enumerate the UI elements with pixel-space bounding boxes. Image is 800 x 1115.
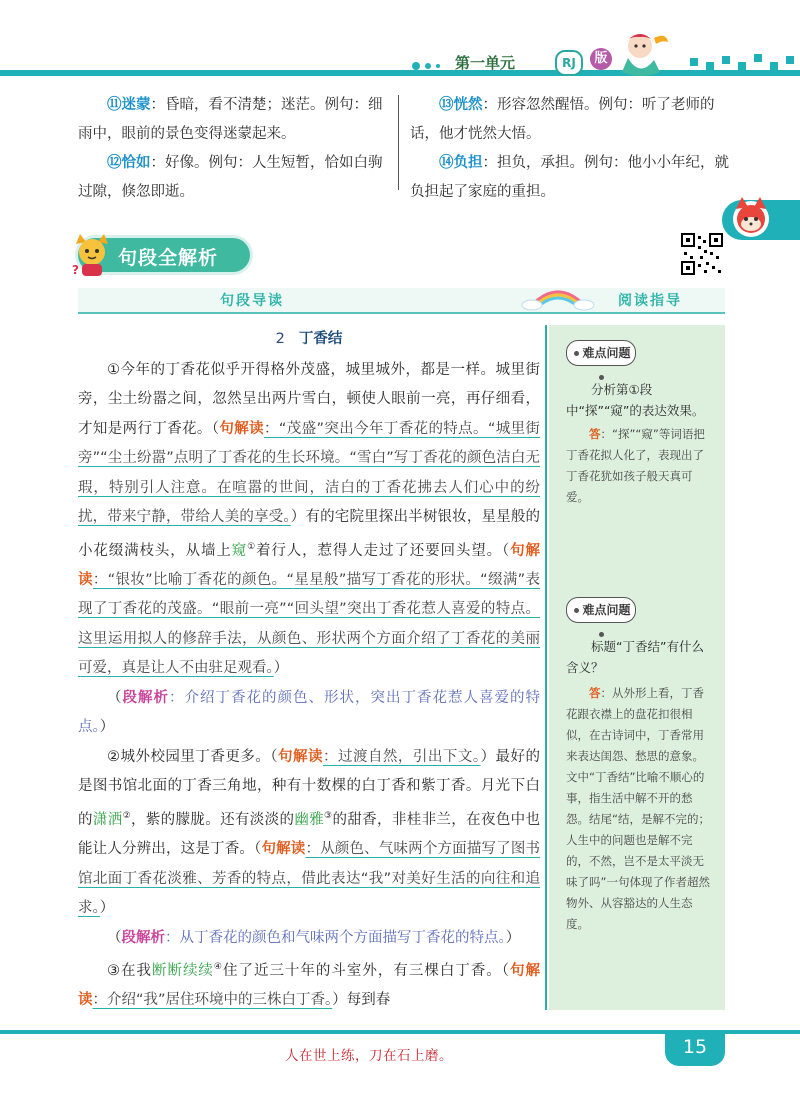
vocab-entry [410, 149, 730, 207]
text-run: ，紫的朦胧。还有淡淡的 [130, 811, 295, 828]
footnote-marker: ④ [213, 962, 223, 973]
paragraph-annotation-tag: 段解析 [121, 929, 165, 946]
answer-label: 答 [589, 686, 601, 700]
vocab-number: ⑭ [439, 155, 454, 171]
fox-mascot-icon [728, 195, 774, 241]
paragraph-annotation-tag: 段解析 [122, 689, 169, 706]
vocab-word: 负担 [453, 155, 483, 171]
question-text: 标题“丁香结”有什么含义？ [566, 639, 704, 675]
checker-pattern-decoration [670, 52, 800, 80]
text-run: ） [273, 660, 289, 677]
vocab-left-column [78, 91, 383, 207]
text-run: ①今年的丁香花似乎开得格外茂盛，城里城外，都是一样。城里街旁，尘土纷嚣之间，忽然呈出两片雪白，顿使人眼前一亮，再仔细看，才知是两行丁香花。（ [78, 361, 540, 437]
edition-rj-badge: RJ [555, 50, 583, 76]
vocab-word: 恍然 [453, 97, 483, 113]
text-run: ）每到春 [332, 992, 391, 1009]
sentence-annotation-tag: 句解读 [261, 841, 306, 858]
answer-text: ：从外形上看，丁香花跟衣襟上的盘花扣很相似，在古诗词中，丁香常用来表达闺怨、愁思的意象。文中“丁香结”比喻不顺心的事，指生活中解不开的愁怨。结尾“结，是解不完的；人生中的问题也是解不完的，不然，岂不是太平淡无味了吗”一句体现了作者超然物外、从容豁达的人生态度。 [566, 686, 710, 931]
glossed-word: 窥 [231, 542, 248, 559]
text-run: 的甜香，非桂非兰，在夜色中也能让人分辨出，这是丁香。（ [78, 811, 541, 858]
section-title: 句段全解析 [118, 247, 219, 269]
paragraph-1 [78, 356, 540, 684]
vocab-definition: ：形容忽然醒悟。例句：听了老师的话，他才恍然大悟。 [410, 97, 715, 142]
sentence-annotation-tag: 句解读 [78, 542, 541, 588]
difficulty-badge [566, 340, 636, 366]
text-run: ）最好的是图书馆北面的丁香三角地，种有十数棵的白丁香和紫丁香。月光下白的 [78, 748, 541, 828]
text-run: ③在我 [107, 962, 152, 979]
text-run: ） [99, 719, 115, 736]
answer-1 [566, 424, 714, 508]
paragraph-analysis-2 [78, 924, 540, 954]
article-title-text: 丁香结 [298, 331, 343, 347]
sentence-annotation: ：“银妆”比喻丁香花的颜色。“星星般”描写丁香花的形状。“缀满”表现了丁香花的茂盛。“眼前一亮”“回头望”突出丁香花惹人喜爱的特点。这里运用拟人的修辞手法，从颜色、形状两个方面介绍了丁香花的美丽可爱，真是让人不由驻足观看。 [78, 571, 541, 677]
edition-ban-badge: 版 [590, 48, 612, 70]
sentence-annotation: ：“茂盛”突出今年丁香花的特点。“城里街旁”“尘土纷嚣”点明了丁香花的生长环境。“雪白”写丁香花的颜色洁白无瑕，特别引人注意。在喧嚣的世间，洁白的丁香花拂去人们心中的纷扰，带来宁静，带给人美的享受。 [78, 420, 541, 525]
vocab-word: 恰如 [121, 155, 151, 171]
footer-motto: 人在世上练，刀在石上磨。 [285, 1048, 453, 1064]
paragraph-annotation: ：介绍丁香花的颜色、形状，突出丁香花惹人喜爱的特点。 [78, 689, 540, 736]
rainbow-cloud-icon [518, 283, 598, 311]
footnote-marker: ② [122, 810, 131, 821]
vocab-right-column [410, 91, 730, 207]
vocab-number: ⑫ [107, 155, 122, 171]
vocab-word: 迷蒙 [121, 97, 151, 113]
text-run: ②城外校园里丁香更多。（ [107, 748, 279, 765]
sentence-annotation-tag: 句解读 [219, 420, 265, 437]
footnote-marker: ① [247, 541, 257, 552]
qr-code-icon[interactable] [680, 232, 724, 276]
sentence-annotation-tag: 句解读 [278, 748, 323, 765]
vocab-divider [398, 95, 399, 190]
badge-label: 难点问题 [582, 603, 631, 617]
vocab-definition: ：好像。例句：人生短暂，恰如白驹过隙，倏忽即逝。 [78, 155, 383, 200]
article-number: 2 [275, 331, 285, 347]
question-text: 分析第①段中“探”“窥”的表达效果。 [566, 382, 705, 418]
guide-left-label: 句段导读 [220, 293, 284, 309]
column-divider [545, 325, 547, 1010]
main-article [78, 325, 540, 1016]
question-1 [566, 379, 714, 421]
guide-right-label: 阅读指导 [618, 293, 682, 309]
sentence-annotation: ：过渡自然，引出下文。 [323, 748, 481, 765]
answer-2 [566, 683, 714, 935]
text-run: ） [505, 929, 521, 946]
paragraph-annotation: ：从丁香花的颜色和气味两个方面描写丁香花的特点。 [165, 929, 506, 946]
badge-label: 难点问题 [582, 346, 631, 360]
vocab-definition: ：昏暗，看不清楚；迷茫。例句：细雨中，眼前的景色变得迷蒙起来。 [78, 97, 383, 142]
text-run: （ [107, 689, 123, 706]
vocab-entry [410, 91, 730, 149]
sentence-annotation-tag: 句解读 [78, 962, 541, 1009]
paragraph-analysis-1 [78, 684, 540, 743]
footnote-marker: ③ [324, 810, 333, 821]
vocab-number: ⑬ [439, 97, 454, 113]
glossed-word: 幽雅 [294, 811, 325, 828]
paragraph-3 [78, 953, 540, 1016]
vocab-entry [78, 149, 383, 207]
glossed-word: 断断续续 [151, 962, 214, 979]
answer-label: 答 [589, 427, 601, 441]
cat-mascot-icon [70, 232, 114, 278]
svg-text:?: ? [72, 263, 79, 277]
text-run: ） [99, 900, 115, 917]
text-run: ）有的宅院里探出半树银妆，星星般的小花缀满枝头，从墙上 [78, 509, 541, 559]
text-run: 住了近三十年的斗室外，有三棵白丁香。（ [222, 962, 511, 979]
fairy-mascot-icon [610, 28, 670, 80]
answer-text: ：“探”“窥”等词语把丁香花拟人化了，表现出了丁香花犹如孩子般天真可爱。 [566, 427, 705, 504]
question-2 [566, 636, 714, 678]
vocab-definition: ：担负，承担。例句：他小小年纪，就负担起了家庭的重担。 [410, 155, 729, 200]
vocab-entry [78, 91, 383, 149]
vocab-number: ⑪ [107, 97, 122, 113]
glossed-word: 潇洒 [92, 811, 123, 828]
sentence-annotation: ：介绍“我”居住环境中的三株白丁香。 [92, 992, 333, 1009]
paragraph-2 [78, 743, 540, 924]
difficulty-badge [566, 597, 636, 623]
article-title [78, 325, 540, 355]
sentence-annotation: ：从颜色、气味两个方面描写了图书馆北面丁香花淡雅、芳香的特点，借此表达“我”对美好生活的向往和追求。 [78, 841, 541, 917]
text-run: 着行人，惹得人走过了还要回头望。（ [256, 542, 511, 559]
text-run: （ [107, 929, 122, 946]
page-number: 15 [665, 1030, 725, 1066]
unit-label: 第一单元 [455, 54, 516, 72]
header-dots-decoration [410, 60, 450, 72]
